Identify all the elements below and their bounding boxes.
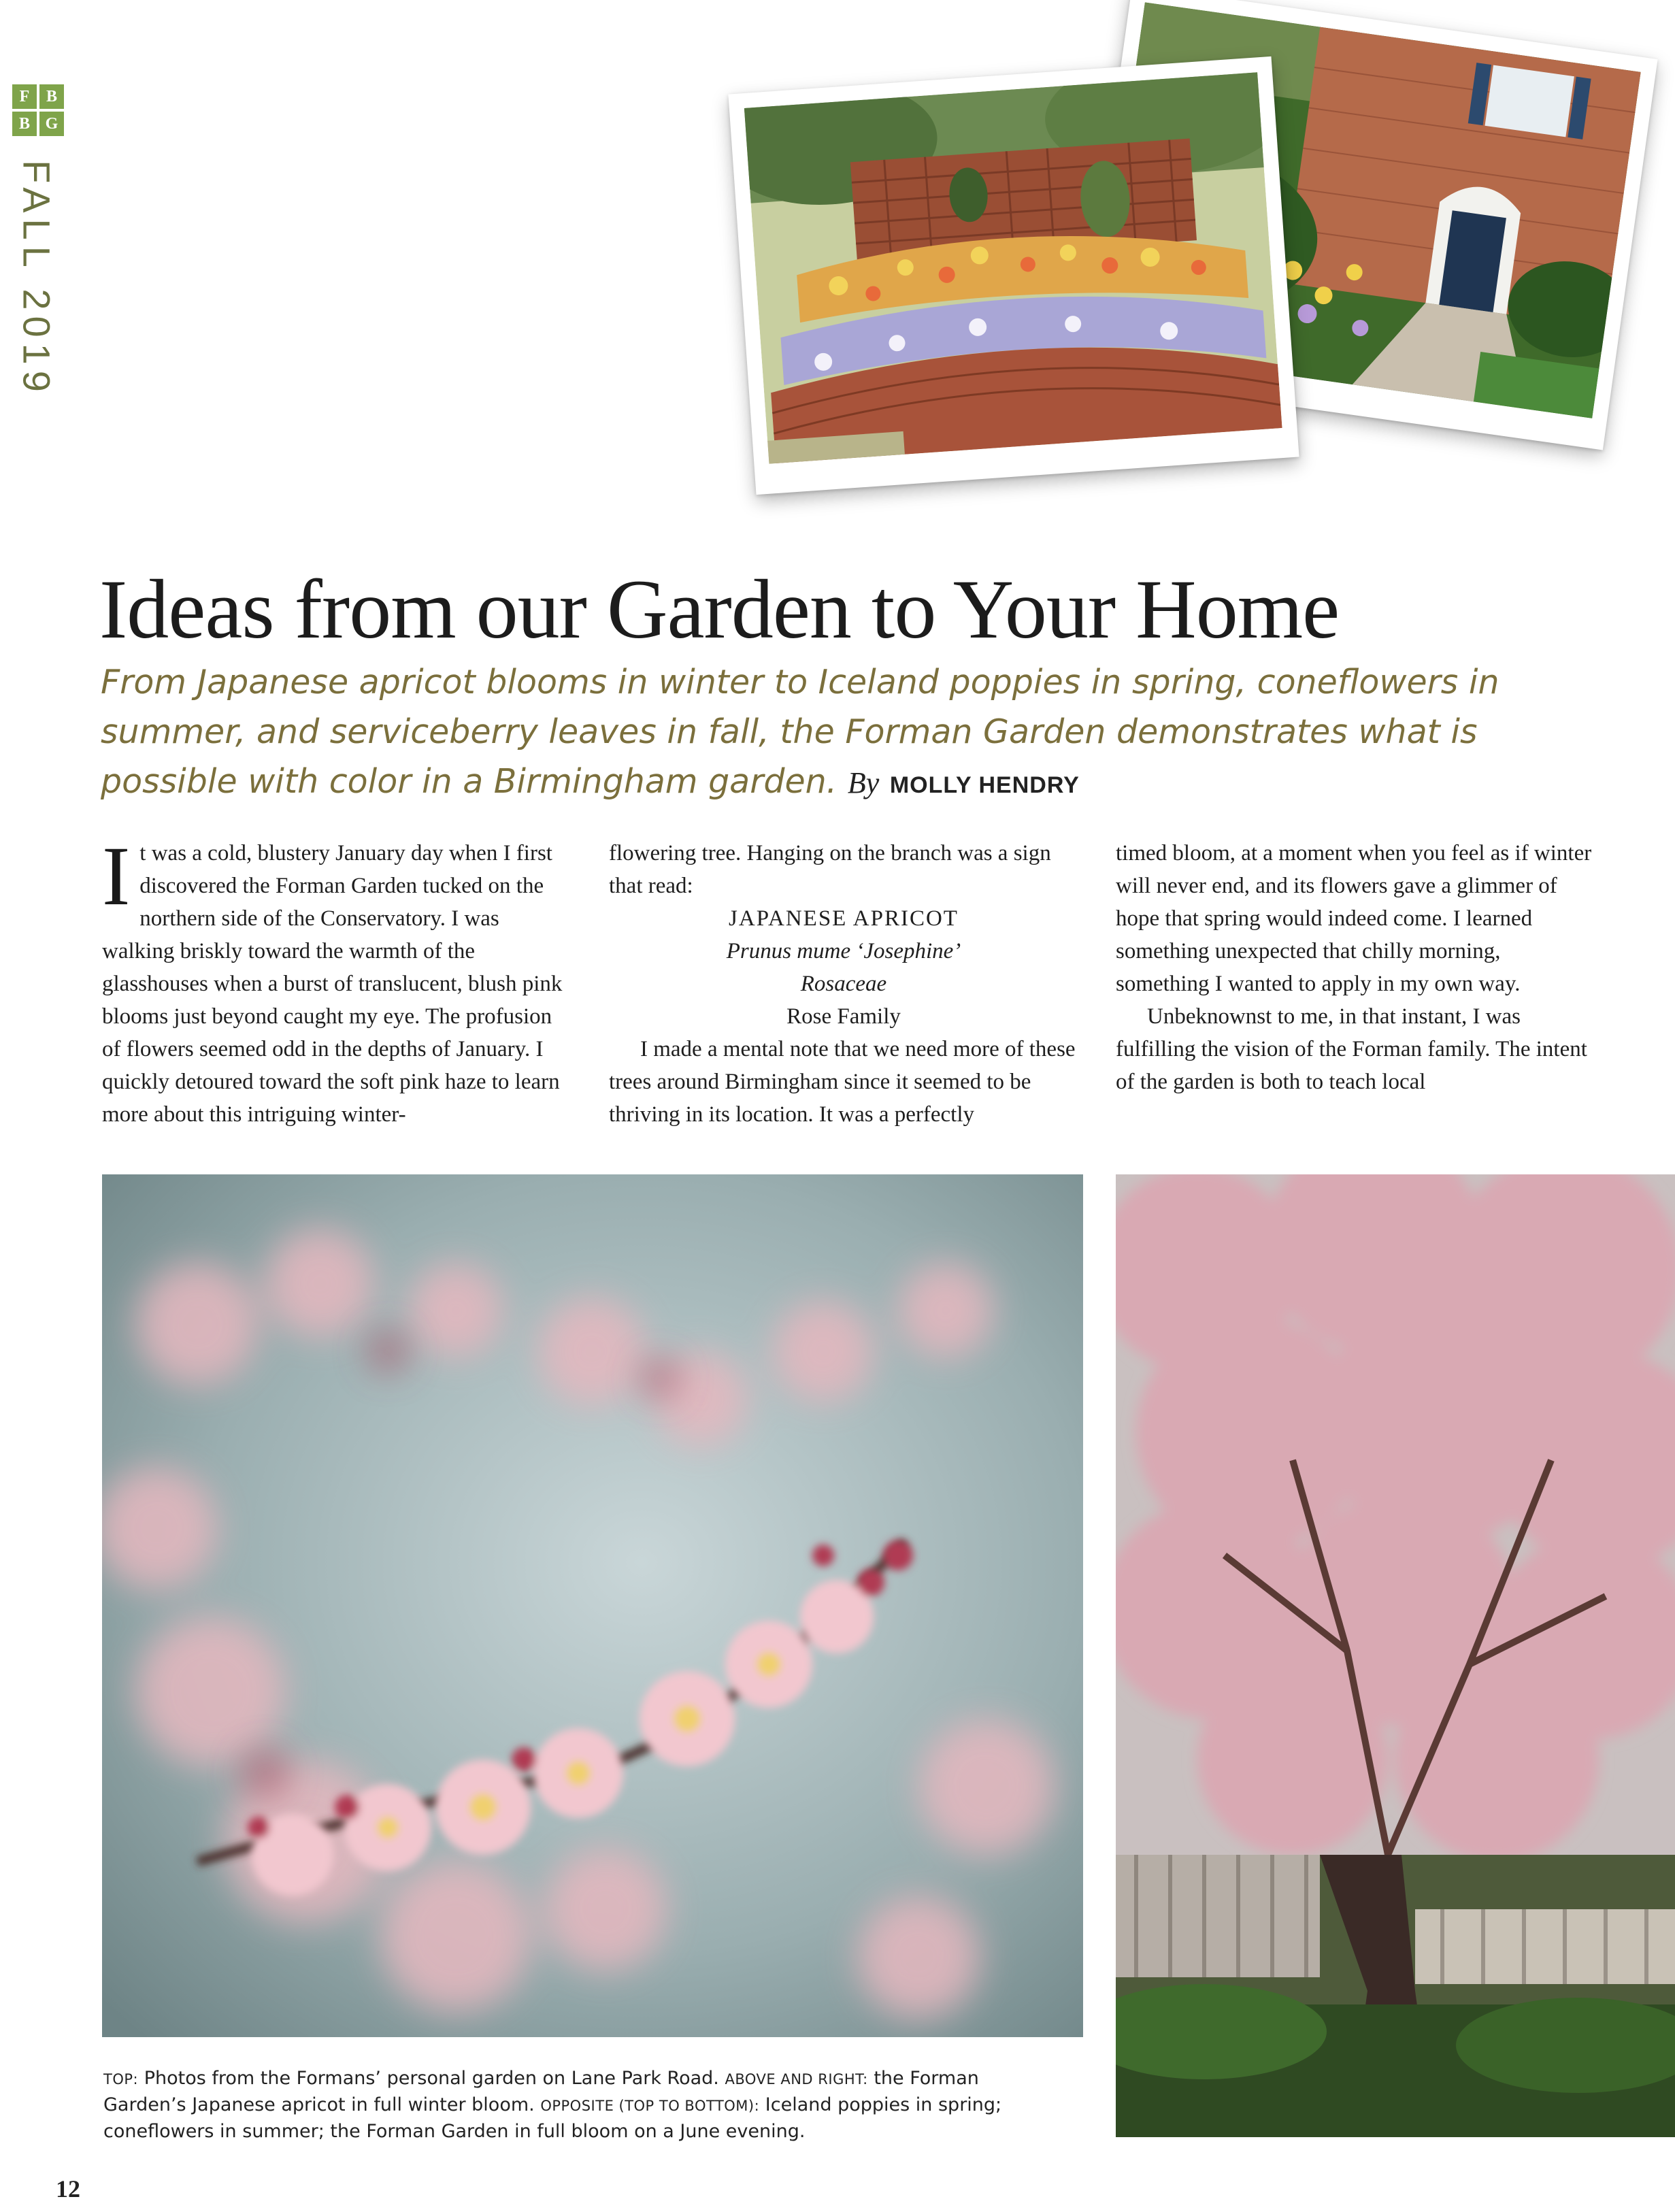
- body-column-1: [102, 829, 571, 1131]
- brick-wall-garden-image: [744, 72, 1282, 463]
- plant-botanical-name: Prunus mume ‘Josephine’: [726, 939, 961, 963]
- byline-prefix: By: [847, 766, 880, 799]
- caption-label-top: TOP:: [103, 2071, 139, 2087]
- photo-caption: [103, 2066, 1056, 2145]
- column-3-paragraph-2: Unbeknownst to me, in that instant, I was fulfilling the vision of the Forman family. The intent of the garden is both to teach local: [1116, 1004, 1587, 1094]
- apricot-blossom-photo: [102, 1174, 1083, 2037]
- brick-wall-garden-photo: [728, 56, 1299, 495]
- column-3-paragraph-1: timed bloom, at a moment when you feel as if winter will never end, and its flowers gave a glimmer of hope that spring would indeed come. I learned something unexpected that chilly morning, something I wanted to apply in my own way.: [1116, 841, 1592, 996]
- page-number: 12: [56, 2175, 80, 2202]
- issue-text: FALL 2019: [15, 160, 59, 398]
- body-column-3: [1116, 837, 1592, 1098]
- plant-family-common: Rose Family: [786, 1004, 901, 1029]
- logo-letter: B: [39, 84, 64, 109]
- column-1-text: t was a cold, blustery January day when I first discovered the Forman Garden tucked on the northern side of the Conservatory. I was walking briskly toward the warmth of the glasshouses when a burst of translucent, blush pink blooms just beyond caught my eye. The profusion of flowers seemed odd in the depths of January. I quickly detoured toward the soft pink haze to learn more about this intriguing winter-: [102, 841, 563, 1127]
- plant-family-latin: Rosaceae: [800, 972, 887, 996]
- logo-letter: B: [12, 112, 37, 136]
- logo-letter: F: [12, 84, 37, 109]
- column-2-text: I made a mental note that we need more of these trees around Birmingham since it seemed to be thriving in its location. It was a perfectly: [609, 1037, 1076, 1127]
- caption-text-above-right: the Forman Garden’s Japanese apricot in full winter bloom.: [103, 2068, 979, 2115]
- logo-letter: G: [39, 112, 64, 136]
- drop-cap: I: [102, 829, 131, 923]
- article-title: Ideas from our Garden to Your Home: [99, 563, 1340, 656]
- apricot-tree-image: [1116, 1174, 1675, 2137]
- caption-label-above-right: ABOVE AND RIGHT:: [725, 2071, 868, 2087]
- apricot-tree-photo: [1116, 1174, 1675, 2137]
- caption-text-opposite: Iceland poppies in spring; coneflowers in summer; the Forman Garden in full bloom on a June evening.: [103, 2094, 1002, 2142]
- dek-text: From Japanese apricot blooms in winter to Iceland poppies in spring, coneflowers in summer, and serviceberry leaves in fall, the Forman Garden demonstrates what is possible with color in a Birmingham garden.: [101, 663, 1499, 801]
- apricot-blossom-image: [102, 1174, 1083, 2037]
- article-dek: [101, 657, 1584, 810]
- column-2-intro: flowering tree. Hanging on the branch was a sign that read:: [609, 841, 1051, 898]
- caption-label-opposite: OPPOSITE (TOP TO BOTTOM):: [540, 2098, 760, 2114]
- issue-label: [10, 160, 64, 398]
- fbbg-logo: [12, 84, 64, 136]
- byline-author: MOLLY HENDRY: [889, 772, 1080, 798]
- plant-common-name: JAPANESE APRICOT: [729, 906, 959, 931]
- caption-text-top: Photos from the Formans’ personal garden on Lane Park Road.: [144, 2068, 719, 2089]
- plant-sign: [609, 902, 1078, 1033]
- body-column-2: [609, 837, 1078, 1131]
